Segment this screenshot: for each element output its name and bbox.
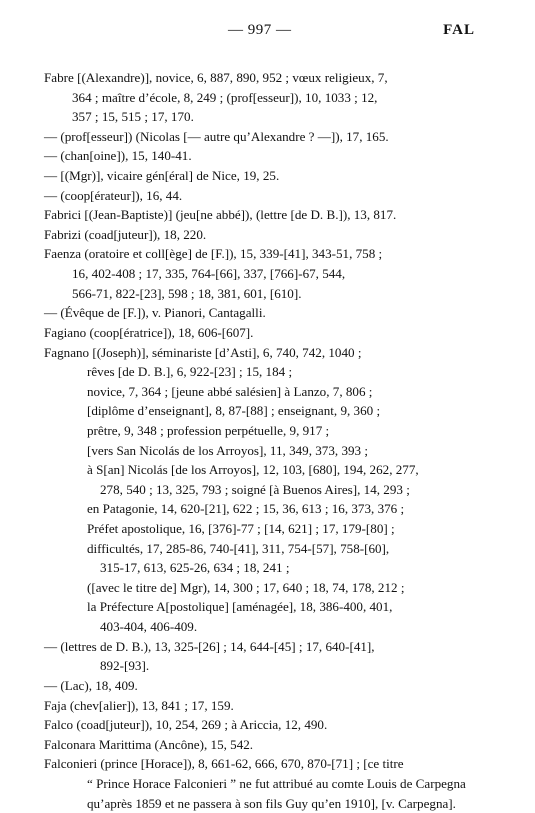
index-line: 892-[93]. (100, 658, 150, 674)
index-line: Fagiano (coop[ératrice]), 18, 606-[607]. (44, 324, 254, 340)
index-line: à S[an] Nicolás [de los Arroyos], 12, 103, [680], 194, 262, 277, (87, 462, 419, 478)
index-line: 566-71, 822-[23], 598 ; 18, 381, 601, [610]. (72, 285, 302, 301)
running-head: FAL (443, 22, 475, 38)
index-line: — (lettres de D. B.), 13, 325-[26] ; 14, 644-[45] ; 17, 640-[41], (44, 638, 375, 654)
index-line: 357 ; 15, 515 ; 17, 170. (72, 109, 194, 125)
index-line: 16, 402-408 ; 17, 335, 764-[66], 337, [766]-67, 544, (72, 266, 346, 282)
index-line: Préfet apostolique, 16, [376]-77 ; [14, 621] ; 17, 179-[80] ; (87, 521, 395, 537)
page-header (0, 22, 535, 42)
index-line: — (prof[esseur]) (Nicolas [— autre qu’Alexandre ? —]), 17, 165. (44, 128, 389, 144)
index-line: “ Prince Horace Falconieri ” ne fut attribué au comte Louis de Carpegna (87, 775, 466, 791)
index-line: Fabrici [(Jean-Baptiste)] (jeu[ne abbé]), (lettre [de D. B.]), 13, 817. (44, 207, 397, 223)
index-line: qu’après 1859 et ne passera à son fils Guy qu’en 1910], [v. Carpegna]. (87, 795, 456, 811)
index-line: — (Évêque de [F.]), v. Pianori, Cantagalli. (44, 305, 266, 321)
index-line: Fabrizi (coad[juteur]), 18, 220. (44, 226, 207, 242)
index-line: — (coop[érateur]), 16, 44. (44, 187, 183, 203)
index-line: difficultés, 17, 285-86, 740-[41], 311, 754-[57], 758-[60], (87, 540, 390, 556)
index-line: — (chan[oine]), 15, 140-41. (44, 148, 192, 164)
index-line: en Patagonie, 14, 620-[21], 622 ; 15, 36, 613 ; 16, 373, 376 ; (87, 501, 405, 517)
index-line: Falco (coad[juteur]), 10, 254, 269 ; à Ariccia, 12, 490. (44, 717, 328, 733)
index-line: — [(Mgr)], vicaire gén[éral] de Nice, 19, 25. (44, 168, 280, 184)
index-entries (44, 68, 484, 813)
index-line: [vers San Nicolás de los Arroyos], 11, 349, 373, 393 ; (87, 442, 368, 458)
index-line: novice, 7, 364 ; [jeune abbé salésien] à Lanzo, 7, 806 ; (87, 383, 373, 399)
index-line: Fagnano [(Joseph)], séminariste [d’Asti], 6, 740, 742, 1040 ; (44, 344, 362, 360)
page-number: — 997 — (228, 22, 292, 38)
index-line: 364 ; maître d’école, 8, 249 ; (prof[esseur]), 10, 1033 ; 12, (72, 89, 378, 105)
index-line: — (Lac), 18, 409. (44, 677, 138, 693)
index-line: Falconieri (prince [Horace]), 8, 661-62, 666, 670, 870-[71] ; [ce titre (44, 756, 404, 772)
index-line: rêves [de D. B.], 6, 922-[23] ; 15, 184 ; (87, 364, 293, 380)
index-line: [diplôme d’enseignant], 8, 87-[88] ; enseignant, 9, 360 ; (87, 403, 381, 419)
index-line: prêtre, 9, 348 ; profession perpétuelle, 9, 917 ; (87, 422, 330, 438)
index-line: Faja (chev[alier]), 13, 841 ; 17, 159. (44, 697, 234, 713)
index-line: 315-17, 613, 625-26, 634 ; 18, 241 ; (100, 560, 290, 576)
index-line: ([avec le titre de] Mgr), 14, 300 ; 17, 640 ; 18, 74, 178, 212 ; (87, 579, 405, 595)
index-line: Falconara Marittima (Ancône), 15, 542. (44, 736, 254, 752)
index-line: 403-404, 406-409. (100, 619, 198, 635)
index-line: la Préfecture A[postolique] [aménagée], 18, 386-400, 401, (87, 599, 393, 615)
index-line: Fabre [(Alexandre)], novice, 6, 887, 890, 952 ; vœux religieux, 7, (44, 70, 388, 85)
index-line: 278, 540 ; 13, 325, 793 ; soigné [à Buenos Aires], 14, 293 ; (100, 481, 410, 497)
index-line: Faenza (oratoire et coll[ège] de [F.]), 15, 339-[41], 343-51, 758 ; (44, 246, 383, 262)
